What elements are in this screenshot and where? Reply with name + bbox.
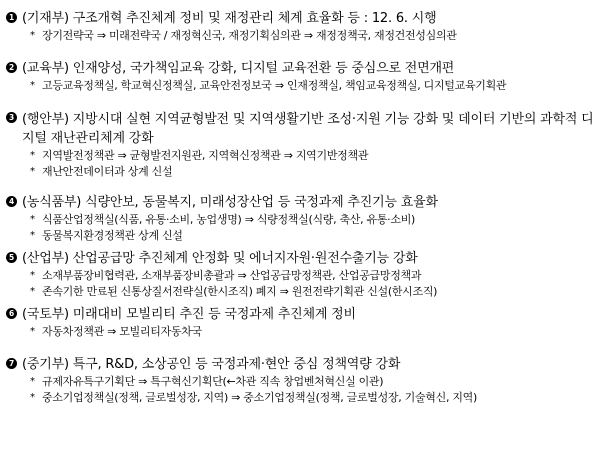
section-items <box>6 324 594 340</box>
item-text: 지역발전정책관 ⇒ 균형발전지원관, 지역혁신정책관 ⇒ 지역기반정책관 <box>42 149 369 162</box>
item-text: 동물복지환경정책관 상계 신설 <box>42 229 183 242</box>
section-3 <box>6 110 594 194</box>
section-title: (국토부) 미래대비 모빌리티 추진 등 국정과제 추진체계 정비 <box>22 307 356 322</box>
list-item <box>6 148 594 164</box>
item-text: 장기전략국 ⇒ 미래전략국 / 재정혁신국, 재정기획심의관 ⇒ 재정정책국, 재정건전성심의관 <box>42 29 457 42</box>
item-text: 재난안전데이터과 상계 신설 <box>42 165 173 178</box>
list-item <box>6 374 594 390</box>
numbered-circle-marker: 1 <box>6 12 17 23</box>
list-item <box>6 228 594 244</box>
section-heading <box>6 194 594 212</box>
numbered-circle-marker: 7 <box>6 358 17 369</box>
section-heading <box>6 356 594 374</box>
asterisk-bullet-icon: * <box>30 214 35 225</box>
section-heading <box>6 250 594 268</box>
numbered-circle-marker: 3 <box>6 112 17 123</box>
numbered-circle-marker: 4 <box>6 196 17 207</box>
section-items <box>6 374 594 406</box>
section-2 <box>6 60 594 110</box>
list-item <box>6 268 594 284</box>
asterisk-bullet-icon: * <box>30 270 35 281</box>
section-7 <box>6 356 594 418</box>
asterisk-bullet-icon: * <box>30 376 35 387</box>
list-item <box>6 324 594 340</box>
asterisk-bullet-icon: * <box>30 80 35 91</box>
section-items <box>6 148 594 180</box>
section-items <box>6 28 594 44</box>
asterisk-bullet-icon: * <box>30 150 35 161</box>
section-heading <box>6 306 594 324</box>
asterisk-bullet-icon: * <box>30 166 35 177</box>
item-text: 규제자유특구기획단 ⇒ 특구혁신기획단(←차관 직속 창업벤처혁신실 이관) <box>42 375 384 388</box>
section-title: (산업부) 산업공급망 추진체계 안정화 및 에너지자원·원전수출기능 강화 <box>22 251 418 266</box>
item-text: 중소기업정책실(정책, 글로벌성장, 지역) ⇒ 중소기업정책실(정책, 글로벌성장, 기술혁신, 지역) <box>42 391 477 404</box>
item-text: 존속기한 만료된 신통상질서전략실(한시조직) 폐지 ⇒ 원전전략기획관 신설(한시조직) <box>42 285 438 298</box>
section-items <box>6 78 594 94</box>
list-item <box>6 390 594 406</box>
section-title: (중기부) 특구, R&D, 소상공인 등 국정과제·현안 중심 정책역량 강화 <box>22 357 401 372</box>
numbered-circle-marker: 5 <box>6 252 17 263</box>
section-title: (교육부) 인재양성, 국가책임교육 강화, 디지털 교육전환 등 중심으로 전면개편 <box>22 61 455 76</box>
list-item <box>6 78 594 94</box>
asterisk-bullet-icon: * <box>30 326 35 337</box>
section-4 <box>6 194 594 250</box>
section-items <box>6 212 594 244</box>
item-text: 고등교육정책실, 학교혁신정책실, 교육안전정보국 ⇒ 인재정책실, 책임교육정책실, 디지털교육기획관 <box>42 79 507 92</box>
section-5 <box>6 250 594 306</box>
section-6 <box>6 306 594 356</box>
asterisk-bullet-icon: * <box>30 230 35 241</box>
asterisk-bullet-icon: * <box>30 30 35 41</box>
section-title: (행안부) 지방시대 실현 지역균형발전 및 지역생활기반 조성·지원 기능 강화 및 데이터 기반의 과학적 디지털 재난관리체계 강화 <box>22 112 594 146</box>
item-text: 소재부품장비협력관, 소재부품장비총괄과 ⇒ 산업공급망정책관, 산업공급망정책과 <box>42 269 422 282</box>
section-1 <box>6 10 594 60</box>
list-item <box>6 212 594 228</box>
list-item <box>6 284 594 300</box>
list-item <box>6 28 594 44</box>
asterisk-bullet-icon: * <box>30 286 35 297</box>
list-item <box>6 164 594 180</box>
section-heading <box>6 110 594 148</box>
section-items <box>6 268 594 300</box>
item-text: 식품산업정책실(식품, 유통·소비, 농업생명) ⇒ 식량정책실(식량, 축산, 유통·소비) <box>42 213 416 226</box>
numbered-circle-marker: 6 <box>6 308 17 319</box>
section-title: (기재부) 구조개혁 추진체계 정비 및 재정관리 체계 효율화 등 : 12. 6. 시행 <box>22 11 437 26</box>
section-heading <box>6 60 594 78</box>
item-text: 자동차정책관 ⇒ 모빌리티자동차국 <box>42 325 202 338</box>
section-title: (농식품부) 식량안보, 동물복지, 미래성장산업 등 국정과제 추진기능 효율화 <box>22 195 438 210</box>
section-heading <box>6 10 594 28</box>
asterisk-bullet-icon: * <box>30 392 35 403</box>
numbered-circle-marker: 2 <box>6 62 17 73</box>
